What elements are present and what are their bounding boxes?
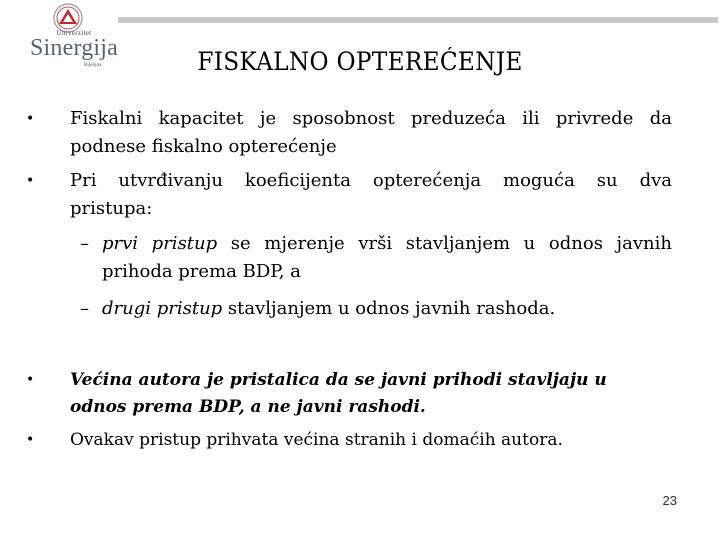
sub-bullet-2-rest: stavljanjem u odnos javnih rashoda. — [222, 298, 556, 319]
title-rule — [118, 17, 718, 23]
bullet-2-line-1: Pri utvrđivanju koeficijenta opterećenja moguća su dva — [70, 170, 672, 191]
sub-bullet-2-term: drugi pristup — [102, 298, 223, 319]
bullet-dot-icon: • — [26, 111, 35, 127]
bullet-4-line-1: Ovakav pristup prihvata većina stranih i domaćih autora. — [70, 430, 563, 450]
logo-university-label: Univerzitet — [56, 29, 92, 37]
logo-city: Bijeljina — [84, 63, 102, 68]
dash-marker-icon: – — [80, 233, 89, 254]
bullet-3-line-1: Većina autora je pristalica da se javni prihodi stavljaju u — [70, 370, 607, 390]
bullet-1-line-2: podnese fiskalno opterećenje — [70, 136, 337, 157]
bullet-1-line-1: Fiskalni kapacitet je sposobnost preduzeća ili privrede da — [70, 108, 672, 129]
logo-name: Sinergija — [30, 35, 119, 61]
bullet-2-line-2: pristupa: — [70, 198, 153, 219]
sub-bullet-1-term: prvi pristup — [102, 233, 218, 254]
sub-bullet-1-line-2: prihoda prema BDP, a — [102, 261, 301, 282]
bullet-3-line-2: odnos prema BDP, a ne javni rashodi. — [70, 397, 426, 417]
dash-marker-icon: – — [80, 298, 89, 319]
bullet-dot-icon: • — [26, 432, 35, 448]
sub-bullet-1-line-1 — [102, 232, 672, 256]
sub-bullet-1-rest: se mjerenje vrši stavljanjem u odnos javnih — [217, 233, 672, 254]
bullet-dot-icon: • — [26, 372, 35, 388]
university-logo — [22, 2, 122, 74]
sub-bullet-2-line — [102, 297, 555, 321]
slide-title: FISKALNO OPTEREĆENJE — [197, 47, 523, 76]
page-number: 23 — [662, 493, 677, 508]
bullet-dot-icon: • — [26, 173, 35, 189]
